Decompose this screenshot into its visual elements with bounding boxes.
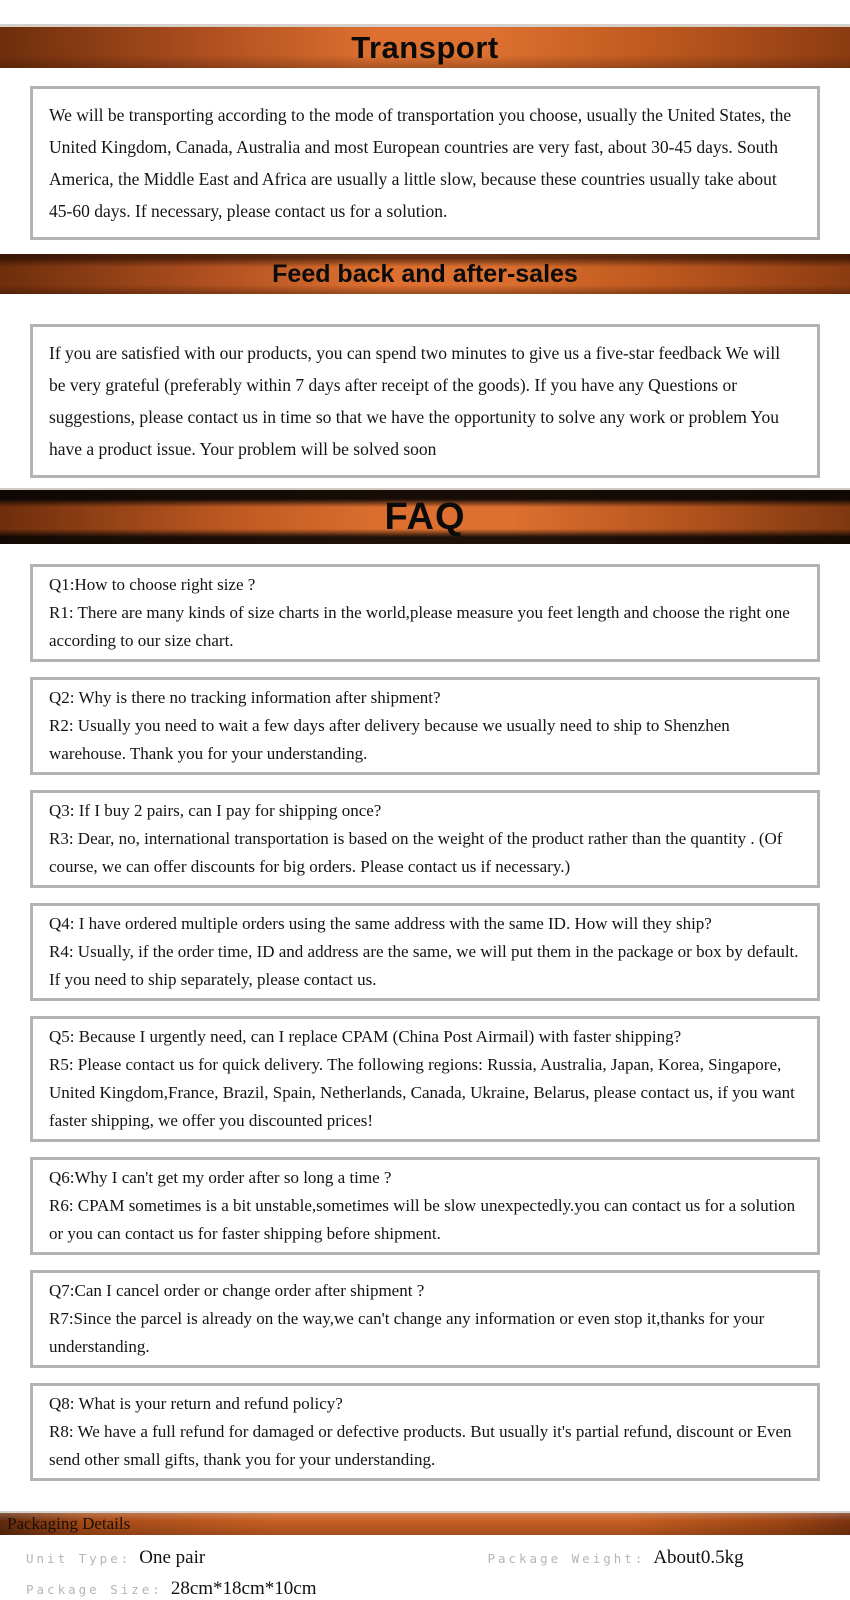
package-weight-row [487,1547,850,1569]
unit-type-label: Unit Type: [26,1551,132,1566]
faq-question: Q5: Because I urgently need, can I replace CPAM (China Post Airmail) with faster shipping? [49,1027,682,1046]
faq-item [30,1270,820,1368]
package-weight-label: Package Weight: [487,1551,646,1566]
package-size-value: 28cm*18cm*10cm [170,1578,317,1599]
faq-item [30,903,820,1001]
packaging-details-bar [0,1511,850,1535]
faq-question: Q7:Can I cancel order or change order after shipment ? [49,1281,425,1300]
faq-question: Q8: What is your return and refund policy? [49,1394,343,1413]
transport-banner [0,24,850,68]
faq-answer: R1: There are many kinds of size charts in the world,please measure you feet length and choose the right one according to our size chart. [49,603,790,650]
faq-item [30,790,820,888]
faq-banner [0,488,850,544]
transport-text-box [30,86,820,240]
faq-answer: R5: Please contact us for quick delivery. The following regions: Russia, Australia, Japan, Korea, Singapore, United Kingdom,France, Brazil, Spain, Netherlands, Canada, Ukraine, Belarus, please contact us, if you want faster shipping, we offer you discounted prices! [49,1055,795,1130]
transport-body-text: We will be transporting according to the mode of transportation you choose, usually the United States, the United Kingdom, Canada, Australia and most European countries are very fast, about 30-45 days. South America, the Middle East and Africa are usually a little slow, because these countries usually take about 45-60 days. If necessary, please contact us for a solution. [49,105,792,221]
feedback-body-text: If you are satisfied with our products, you can spend two minutes to give us a five-star feedback We will be very grateful (preferably within 7 days after receipt of the goods). If you have any Questions or suggestions, please contact us in time so that we have the opportunity to solve any work or problem You have a product issue. Your problem will be solved soon [49,343,781,459]
faq-item [30,677,820,775]
unit-type-value: One pair [139,1547,206,1568]
faq-item [30,1016,820,1142]
packaging-fields-left-column [26,1547,487,1600]
faq-answer: R8: We have a full refund for damaged or defective products. But usually it's partial refund, discount or Even send other small gifts, thank you for your understanding. [49,1422,792,1469]
package-size-row [26,1578,487,1600]
feedback-banner-title: Feed back and after-sales [272,259,578,288]
faq-banner-title: FAQ [384,495,466,538]
faq-answer: R4: Usually, if the order time, ID and address are the same, we will put them in the package or box by default. If you need to ship separately, please contact us. [49,942,799,989]
transport-banner-title: Transport [351,29,499,65]
faq-answer: R3: Dear, no, international transportation is based on the weight of the product rather than the quantity . (Of course, we can offer discounts for big orders. Please contact us if necessary.) [49,829,783,876]
packaging-fields [0,1535,850,1600]
unit-type-row [26,1547,487,1569]
faq-question: Q1:How to choose right size ? [49,575,256,594]
package-size-label: Package Size: [26,1582,163,1597]
package-weight-value: About0.5kg [653,1547,744,1568]
feedback-text-box [30,324,820,478]
faq-question: Q3: If I buy 2 pairs, can I pay for shipping once? [49,801,382,820]
packaging-fields-right-column [487,1547,850,1600]
faq-item [30,1157,820,1255]
faq-item [30,564,820,662]
faq-question: Q6:Why I can't get my order after so long a time ? [49,1168,392,1187]
faq-answer: R7:Since the parcel is already on the way,we can't change any information or even stop it,thanks for your understanding. [49,1309,765,1356]
faq-answer: R6: CPAM sometimes is a bit unstable,sometimes will be slow unexpectedly.you can contact us for a solution or you can contact us for faster shipping before shipment. [49,1196,796,1243]
faq-answer: R2: Usually you need to wait a few days after delivery because we usually need to ship to Shenzhen warehouse. Thank you for your understanding. [49,716,730,763]
faq-question: Q2: Why is there no tracking information after shipment? [49,688,441,707]
faq-list [0,564,850,1481]
faq-question: Q4: I have ordered multiple orders using the same address with the same ID. How will they ship? [49,914,712,933]
feedback-banner [0,254,850,294]
faq-item [30,1383,820,1481]
packaging-details-title: Packaging Details [7,1514,131,1533]
